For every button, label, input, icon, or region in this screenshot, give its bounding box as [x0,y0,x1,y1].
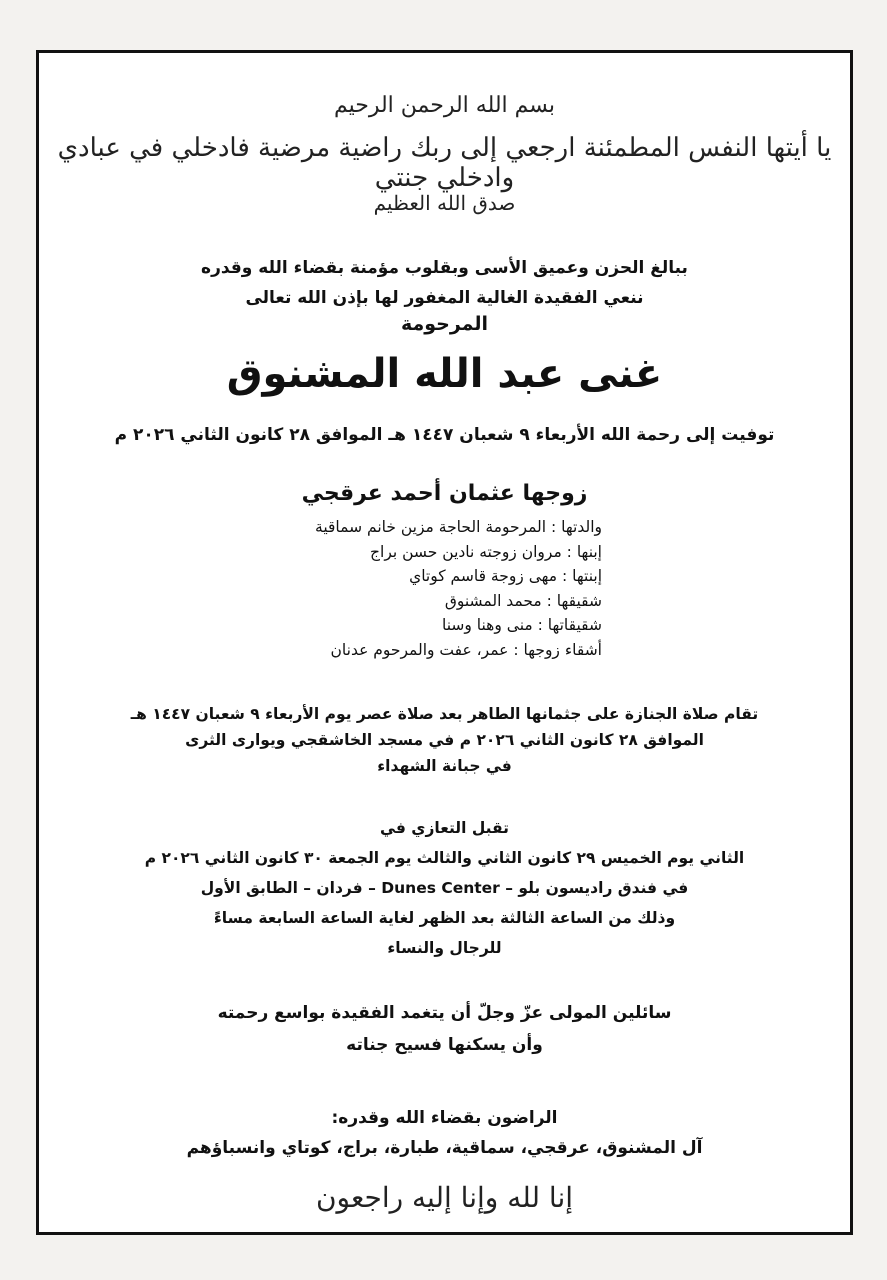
condolence-line: الثاني يوم الخميس ٢٩ كانون الثاني والثالث يوم الجمعة ٣٠ كانون الثاني ٢٠٢٦ م [144,849,745,867]
family-member: أشقاء زوجها : عمر، عفت والمرحوم عدنان [330,640,602,659]
condolence-line: تقبل التعازي في [380,819,509,837]
basmala: بسم الله الرحمن الرحيم [333,93,556,118]
mourners [99,1103,790,1163]
notice-frame [36,50,853,1235]
family-member: إبنها : مروان زوجته نادين حسن براج [370,542,602,561]
deceased-label: المرحومة [400,313,489,335]
intro-line: ننعي الفقيدة الغالية المغفور لها بإذن الله تعالى [245,288,644,308]
intro-line: ببالغ الحزن وعميق الأسى وبقلوب مؤمنة بقضاء الله وقدره [201,258,688,278]
condolences-info [99,813,790,963]
condolence-line: للرجال والنساء [387,939,502,957]
family-list [315,515,602,662]
closing-calligraphy: إنا لله وإنا إليه راجعون [315,1181,574,1214]
family-member: إبنتها : مهى زوجة قاسم كوتاي [409,567,602,585]
wish-line: وأن يسكنها فسيح جناته [346,1035,543,1055]
family-member: شقيقاتها : منى وهنا وسنا [441,616,602,634]
quran-verse: يا أيتها النفس المطمئنة ارجعي إلى ربك راضية مرضية فادخلي في عبادي وادخلي جنتي [57,133,832,193]
family-member: والدتها : المرحومة الحاجة مزين خانم سماقية [315,518,602,536]
husband-line: زوجها عثمان أحمد عرقجي [301,481,588,506]
sadaq-line: صدق الله العظيم [373,191,516,215]
condolence-line: في فندق راديسون بلو – Dunes Center – فردان – الطابق الأول [200,879,689,897]
prayer-line: الموافق ٢٨ كانون الثاني ٢٠٢٦ م في مسجد الخاشقجي ويوارى الثرى [185,731,704,749]
condolence-line: وذلك من الساعة الثالثة بعد الظهر لغاية الساعة السابعة مساءً [213,909,676,927]
prayer-line: في جبانة الشهداء [377,757,512,775]
obituary-content [39,53,850,1232]
funeral-prayer-info [99,701,790,779]
deceased-name: غنى عبد الله المشنوق [226,351,663,397]
prayer-wish [99,997,790,1061]
mourners-line: آل المشنوق، عرقجي، سماقية، طبارة، براج، كوتاي وانسباؤهم [186,1138,703,1158]
mourners-line: الراضون بقضاء الله وقدره: [331,1108,558,1128]
prayer-line: تقام صلاة الجنازة على جثمانها الطاهر بعد صلاة عصر يوم الأربعاء ٩ شعبان ١٤٤٧ هـ [130,705,759,723]
family-member: شقيقها : محمد المشنوق [444,591,602,610]
death-date-line: توفيت إلى رحمة الله الأربعاء ٩ شعبان ١٤٤٧ هـ الموافق ٢٨ كانون الثاني ٢٠٢٦ م [114,425,775,445]
intro-text [99,253,790,313]
wish-line: سائلين المولى عزّ وجلّ أن يتغمد الفقيدة بواسع رحمته [217,1003,672,1023]
